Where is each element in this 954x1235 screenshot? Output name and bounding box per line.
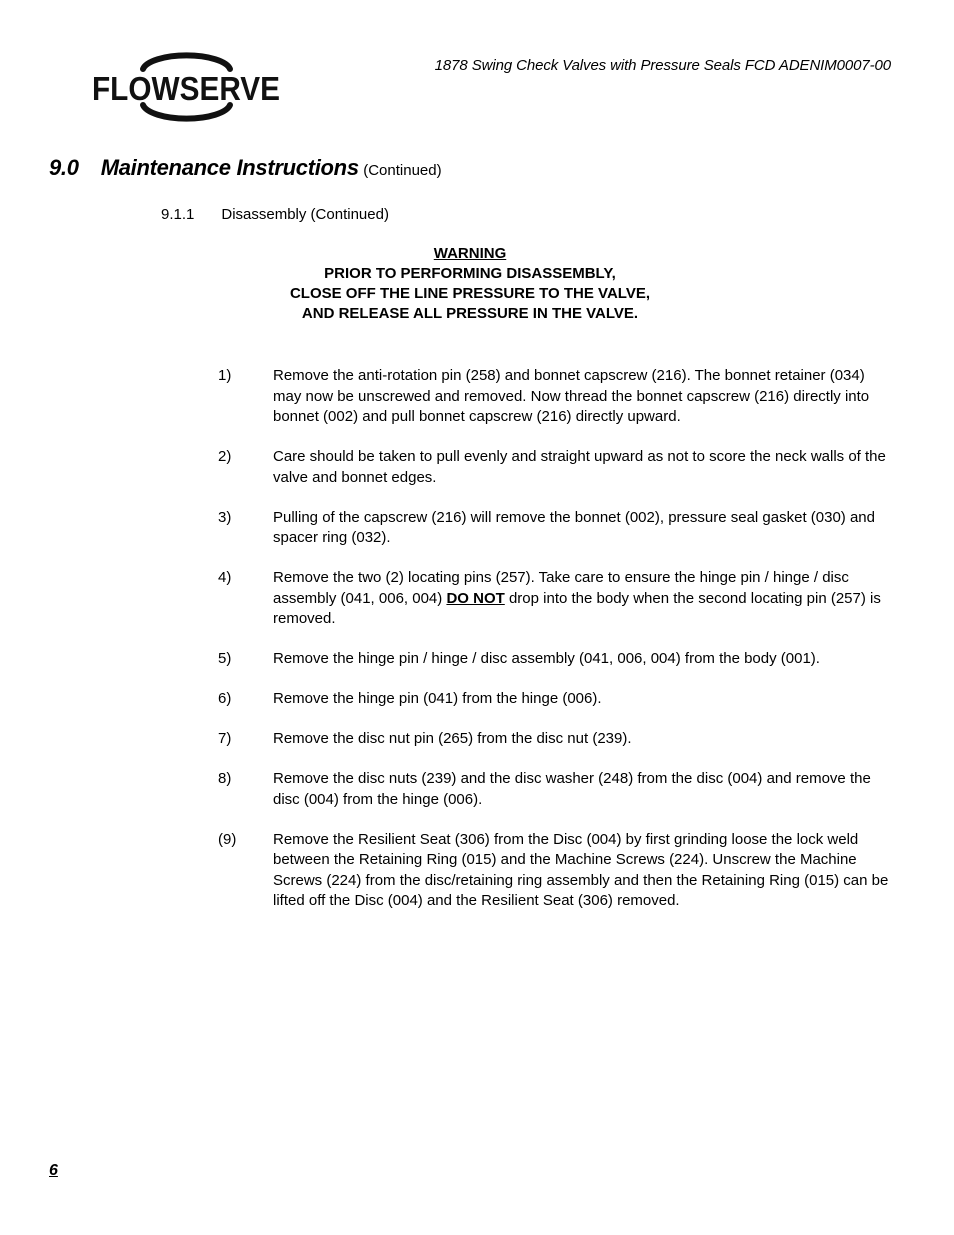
step-text: Remove the Resilient Seat (306) from the Disc (004) by first grinding loose the lock weld between the Retaining Ring (015) and the Machine Screws (224). Unscrew the Machine Screws (224) from the disc/retaining ring assembly and then the Retaining Ring (015) can be lifted off the Disc (004) and the Resilient Seat (306) removed. [273,830,889,909]
step-number: 2) [218,448,232,465]
step-number: 1) [218,367,232,384]
step-text: Remove the hinge pin (041) from the hinge (006). [273,690,602,707]
step-item [218,508,890,549]
document-reference: 1878 Swing Check Valves with Pressure Seals FCD ADENIM0007-00 [434,57,891,74]
subsection-number: 9.1.1 [161,206,195,223]
step-number: 8) [218,770,232,787]
step-number: 5) [218,650,232,667]
warning-block [200,244,740,324]
step-number: 6) [218,690,232,707]
step-item [218,649,890,670]
step-number: 7) [218,730,232,747]
step-text: Remove the hinge pin / hinge / disc assembly (041, 006, 004) from the body (001). [273,650,820,667]
step-text-after: drop into the body when the second locating pin (257) is removed. [273,589,881,627]
step-text: Care should be taken to pull evenly and straight upward as not to score the neck walls of the valve and bonnet edges. [273,448,886,486]
step-item [218,830,890,912]
step-item [218,769,890,810]
step-number: 4) [218,569,232,586]
step-number: 3) [218,508,232,526]
step-item [218,729,890,750]
subsection-title: Disassembly (Continued) [221,206,389,223]
page-number: 6 [49,1162,58,1179]
step-item [218,689,890,710]
warning-line: CLOSE OFF THE LINE PRESSURE TO THE VALVE, [289,285,651,302]
logo-wordmark: FLOWSERVE [92,70,280,107]
step-item [218,447,890,488]
warning-line: AND RELEASE ALL PRESSURE IN THE VALVE. [301,305,639,322]
step-text: Remove the anti-rotation pin (258) and bonnet capscrew (216). The bonnet retainer (034) may now be unscrewed and removed. Now thread the bonnet capscrew (216) directly into bonnet (002) and pull bonnet capscrew (216) directly upward. [273,367,870,425]
step-text: Remove the disc nut pin (265) from the disc nut (239). [273,730,632,747]
section-heading [49,155,442,181]
warning-title: WARNING [433,245,507,262]
flowserve-logo [90,49,282,125]
do-not-emphasis: DO NOT [446,589,505,607]
step-item [218,366,890,428]
subsection-heading [161,206,389,223]
warning-line: PRIOR TO PERFORMING DISASSEMBLY, [324,265,616,282]
section-continued: (Continued) [363,162,442,179]
step-number: (9) [218,830,237,848]
step-text: Remove the disc nuts (239) and the disc washer (248) from the disc (004) and remove the disc (004) from the hinge (006). [273,770,871,808]
step-text [273,568,890,630]
step-text: Pulling of the capscrew (216) will remove the bonnet (002), pressure seal gasket (030) and spacer ring (032). [273,508,875,546]
step-item [218,568,890,630]
disassembly-steps [218,366,890,931]
section-number: 9.0 [49,155,79,180]
section-title: Maintenance Instructions [100,155,359,180]
step-text-before: Remove the two (2) locating pins (257). Take care to ensure the hinge pin / hinge / disc assembly (041, 006, 004) [273,569,849,607]
